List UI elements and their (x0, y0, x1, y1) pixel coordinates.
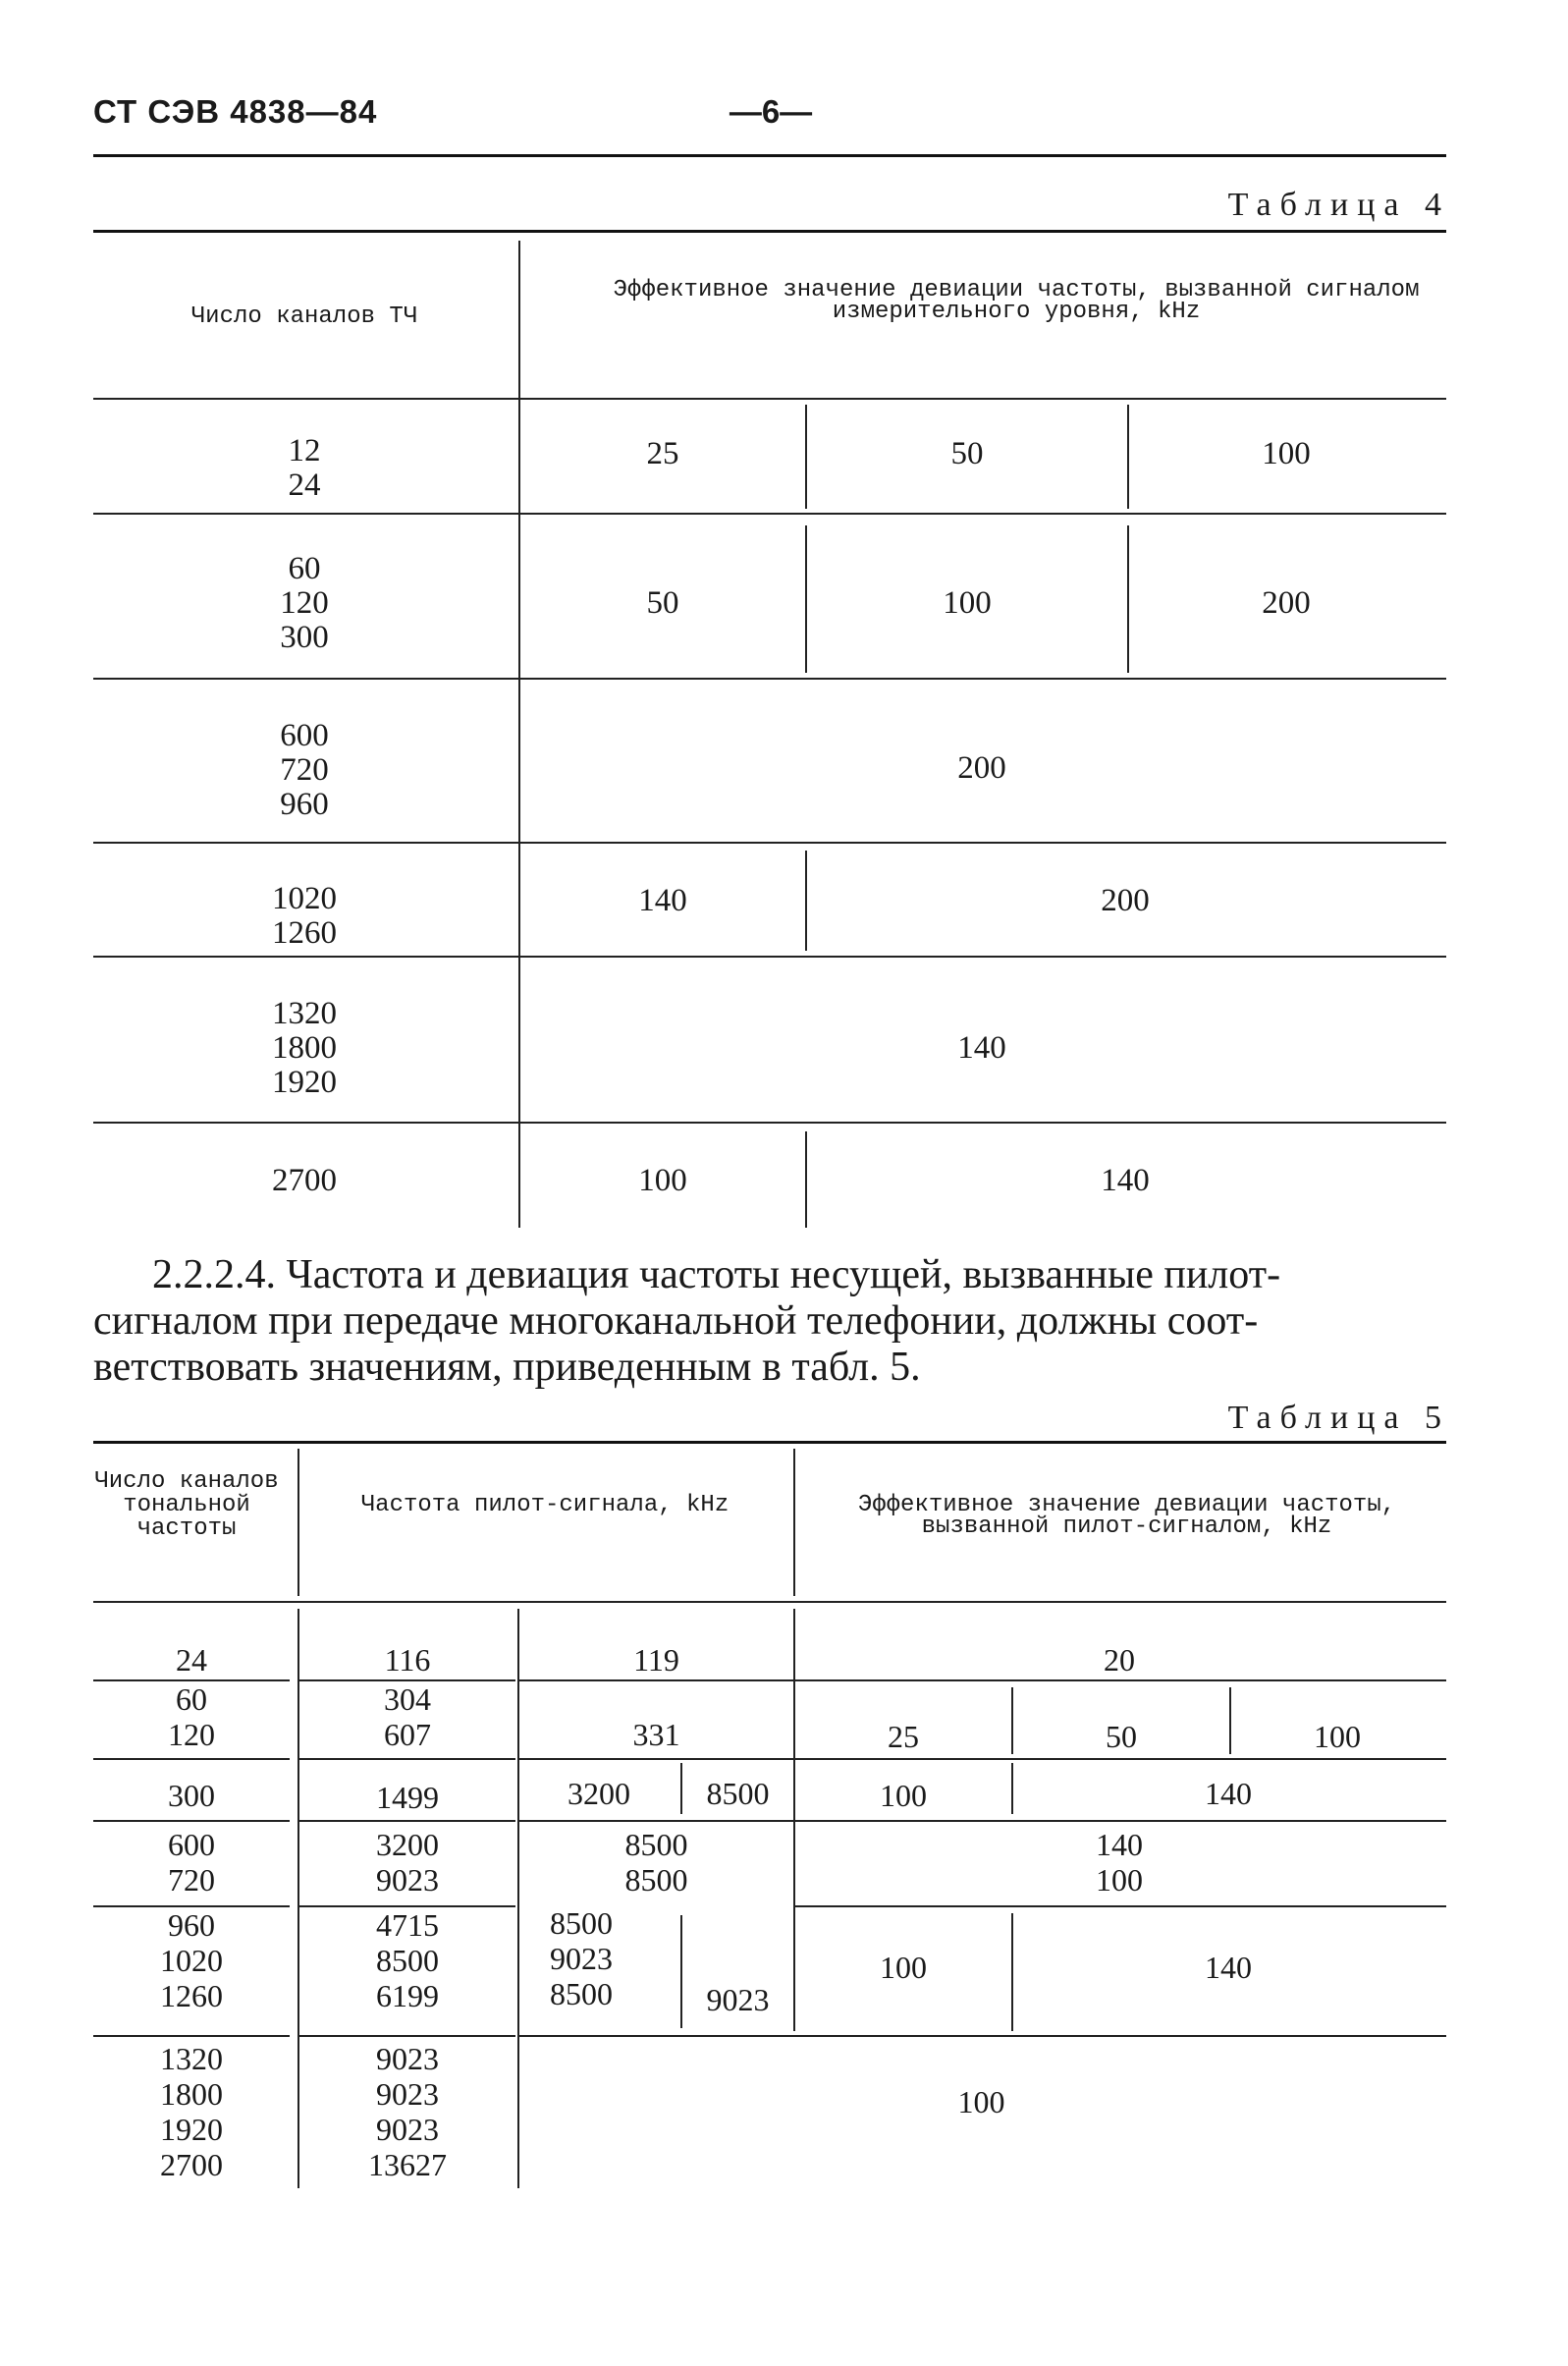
table4-row4-value1: 140 (638, 883, 687, 918)
table5-row1-pilot-a: 116 (384, 1642, 431, 1678)
table5-row4-rule-d (795, 1905, 1446, 1907)
table4-row3-value: 200 (957, 750, 1006, 786)
table5-row1-channels: 24 (176, 1642, 207, 1678)
table5-row3-dev1: 100 (880, 1778, 927, 1813)
table5-row2-div-a (1011, 1687, 1013, 1754)
table4-row1-value3: 100 (1262, 436, 1311, 471)
table4-row3-channels: 600 720 960 (280, 718, 329, 822)
table5-row1-deviation: 20 (1104, 1642, 1135, 1678)
table5-row5-pilot-b2: 9023 (706, 1982, 770, 2017)
table5-row3-rule-d (795, 1820, 1446, 1822)
table4-row2-value3: 200 (1262, 585, 1311, 621)
table5-row1-rule-d (795, 1679, 1446, 1681)
table5-row5-dev1: 100 (880, 1950, 927, 1985)
table5-row3-pilot-a: 1499 (376, 1780, 439, 1815)
table4-row2-value2: 100 (943, 585, 992, 621)
table5-row4-channels: 600 720 (168, 1827, 215, 1898)
table5-row6-pilot-a: 9023 9023 9023 13627 (368, 2041, 447, 2182)
table4-row6-channels: 2700 (272, 1163, 337, 1198)
table4-row2-div-a (805, 525, 807, 673)
table5-row6-channels: 1320 1800 1920 2700 (160, 2041, 223, 2182)
table4-row1-channels: 12 24 (288, 433, 321, 503)
table5-row3-pilot-b2: 8500 (706, 1776, 770, 1811)
table5-row3-pilot-b1: 3200 (568, 1776, 630, 1811)
table5-row5-pilot-b1: 8500 9023 8500 (550, 1905, 613, 2011)
table5-row5-dev-div (1011, 1913, 1013, 2031)
page-number: —6— (729, 93, 813, 130)
table4-row2-channels: 60 120 300 (280, 551, 329, 655)
header-rule (93, 154, 1446, 157)
table5-header-div-b (793, 1449, 795, 1596)
table4-header-rule (93, 398, 1446, 400)
table5-row2-div-b (1229, 1687, 1231, 1754)
table5-col2-header: Частота пилот-сигнала, kHz (360, 1492, 730, 1518)
table5-row3-dev-div (1011, 1763, 1013, 1814)
table5-row3-rule-a (93, 1820, 290, 1822)
table4-row4-div (805, 851, 807, 951)
table4-row2-value1: 50 (646, 585, 679, 621)
table4-row1-value1: 25 (646, 436, 679, 471)
table5-row2-rule-c (519, 1758, 793, 1760)
table5-row2-rule-d (795, 1758, 1446, 1760)
table5-row4-pilot-a: 3200 9023 (376, 1827, 439, 1898)
table4-caption: Таблица 4 (1227, 187, 1450, 223)
table5-row2-pilot-a: 304 607 (384, 1681, 431, 1752)
table5-row2-pilot-b: 331 (632, 1717, 680, 1752)
table5-header-div-a (297, 1449, 299, 1596)
table4-row5-rule (93, 1122, 1446, 1124)
table4-row1-rule (93, 513, 1446, 515)
table4-top-rule (93, 230, 1446, 233)
table5-row2-dev1: 25 (888, 1719, 919, 1754)
table5-row5-dev2: 140 (1205, 1950, 1252, 1985)
table5-row3-rule-c (519, 1820, 793, 1822)
table4-row2-div-b (1127, 525, 1129, 673)
table4-col2-header: Эффективное значение девиации частоты, вызванной сигналом измерительного уровня, kHz (613, 277, 1420, 325)
paragraph-line-1: 2.2.2.4. Частота и девиация частоты несущей, вызванные пилот- (152, 1252, 1281, 1297)
table5-header-rule (93, 1601, 1446, 1603)
table5-col3-header: Эффективное значение девиации частоты, вызванной пилот-сигналом, kHz (857, 1492, 1396, 1540)
table4-row6-value2: 140 (1101, 1163, 1150, 1198)
table5-row5-pilot-a: 4715 8500 6199 (376, 1907, 439, 2013)
table4-row1-div-b (1127, 405, 1129, 509)
table5-row2-channels: 60 120 (168, 1681, 215, 1752)
table5-row5-channels: 960 1020 1260 (160, 1907, 223, 2013)
table4-row4-channels: 1020 1260 (272, 881, 337, 951)
table5-row5-rule-c (519, 2035, 1446, 2037)
table5-row3-channels: 300 (168, 1778, 215, 1813)
table5-row5-rule-a (93, 2035, 290, 2037)
table5-row4-pilot-b: 8500 8500 (624, 1827, 688, 1898)
table5-row3-rule-b (299, 1820, 515, 1822)
table5-row1-rule-c (519, 1679, 793, 1681)
table5-row1-pilot-b: 119 (633, 1642, 679, 1678)
table4-row6-div (805, 1131, 807, 1228)
table4-row4-value2: 200 (1101, 883, 1150, 918)
document-code: СТ СЭВ 4838—84 (93, 93, 378, 130)
table4-row4-rule (93, 956, 1446, 958)
table5-top-rule (93, 1441, 1446, 1444)
table5-row2-rule-a (93, 1758, 290, 1760)
table5-row5-rule-b (299, 2035, 515, 2037)
paragraph-line-2: сигналом при передаче многоканальной телефонии, должны соот- (93, 1298, 1259, 1344)
table5-row3-pilot-div (680, 1763, 682, 1814)
table4-row6-value1: 100 (638, 1163, 687, 1198)
table4-main-divider (518, 241, 520, 1228)
table4-row3-rule (93, 842, 1446, 844)
paragraph-line-3: ветствовать значениям, приведенным в табл. 5. (93, 1345, 921, 1390)
table5-row2-dev3: 100 (1314, 1719, 1361, 1754)
table5-row4-deviation: 140 100 (1096, 1827, 1143, 1898)
table4-row2-rule (93, 678, 1446, 680)
table5-row3-dev2: 140 (1205, 1776, 1252, 1811)
table4-row5-channels: 1320 1800 1920 (272, 996, 337, 1100)
table5-row6-deviation: 100 (957, 2084, 1005, 2119)
table5-col1-header: Число каналов тональной частоты (94, 1468, 279, 1542)
table5-caption: Таблица 5 (1227, 1400, 1450, 1436)
table4-row1-div-a (805, 405, 807, 509)
table4-row1-value2: 50 (950, 436, 984, 471)
table5-row2-rule-b (299, 1758, 515, 1760)
table4-row5-value: 140 (957, 1030, 1006, 1066)
table5-row2-dev2: 50 (1106, 1719, 1137, 1754)
table4-col1-header: Число каналов ТЧ (190, 303, 418, 330)
